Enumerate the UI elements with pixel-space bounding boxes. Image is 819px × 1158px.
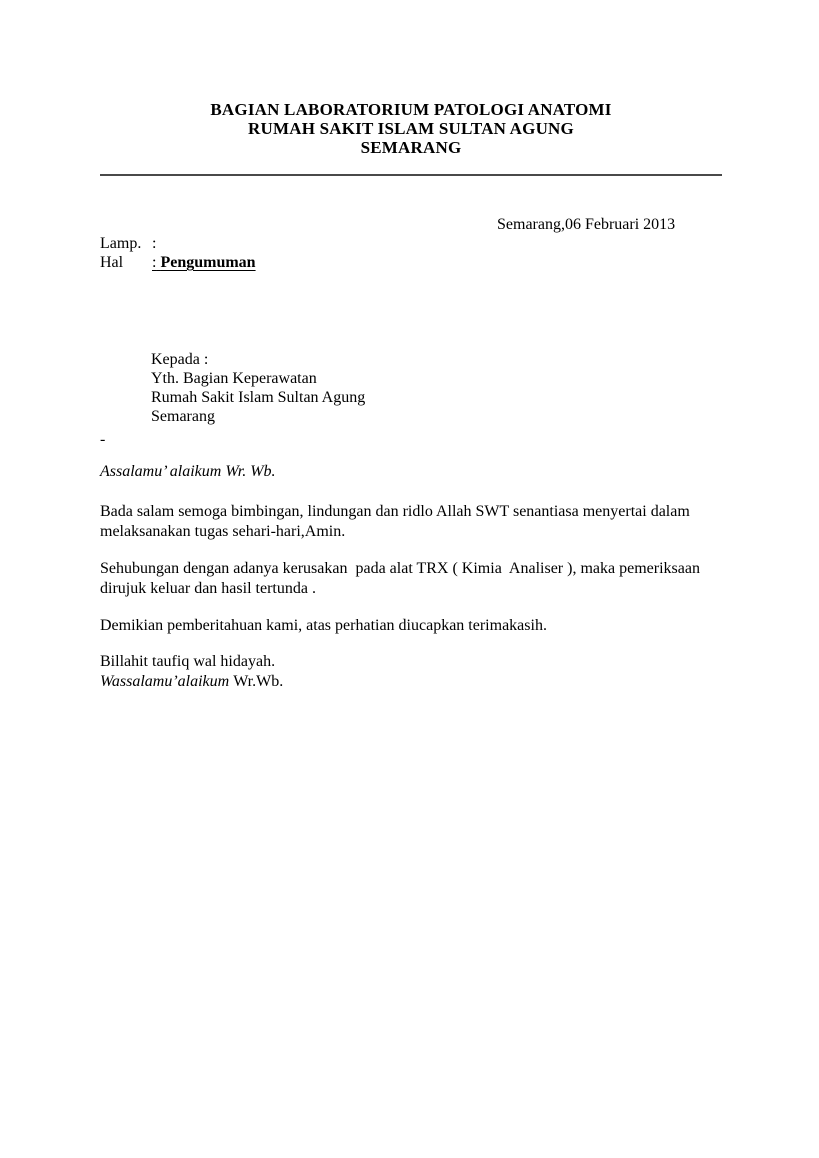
hal-label: Hal [100,254,124,271]
hal-subject [152,254,256,271]
recipient-line-2: Yth. Bagian Keperawatan [151,370,317,387]
closing-line-1: Billahit taufiq wal hidayah. [100,653,276,670]
hal-subject-value: Pengumuman [160,254,256,271]
date-line: Semarang,06 Februari 2013 [497,216,676,233]
body-paragraph-3: Demikian pemberitahuan kami, atas perhatian diucapkan terimakasih. [100,617,547,634]
recipient-line-4: Semarang [151,408,215,425]
closing-salutation-regular: Wr.Wb. [233,673,284,690]
letterhead-divider [100,174,722,176]
body-paragraph-2: Sehubungan dengan adanya kerusakan pada alat TRX ( Kimia Analiser ), maka pemeriksaan dirujuk keluar dan hasil tertunda . [100,560,704,597]
closing-block [100,652,722,692]
letterhead-line-1: BAGIAN LABORATORIUM PATOLOGI ANATOMI [210,100,612,119]
opening-salutation: Assalamu’ alaikum Wr. Wb. [100,463,276,480]
hal-line [100,253,722,272]
hal-colon: : [152,254,157,271]
lamp-line [100,234,722,253]
recipient-block [151,350,722,426]
body-paragraph-1: Bada salam semoga bimbingan, lindungan dan ridlo Allah SWT senantiasa menyertai dalam melaksanakan tugas sehari-hari,Amin. [100,503,694,540]
letterhead-line-2: RUMAH SAKIT ISLAM SULTAN AGUNG [248,119,574,138]
closing-salutation [100,672,722,692]
lamp-colon: : [152,235,157,252]
dash-mark: - [100,431,106,448]
recipient-line-1: Kepada : [151,351,209,368]
letterhead-line-3: SEMARANG [360,138,462,157]
closing-salutation-italic: Wassalamu’alaikum [100,673,230,690]
lamp-label: Lamp. [100,235,142,252]
recipient-line-3: Rumah Sakit Islam Sultan Agung [151,389,366,406]
letterhead [100,100,722,157]
